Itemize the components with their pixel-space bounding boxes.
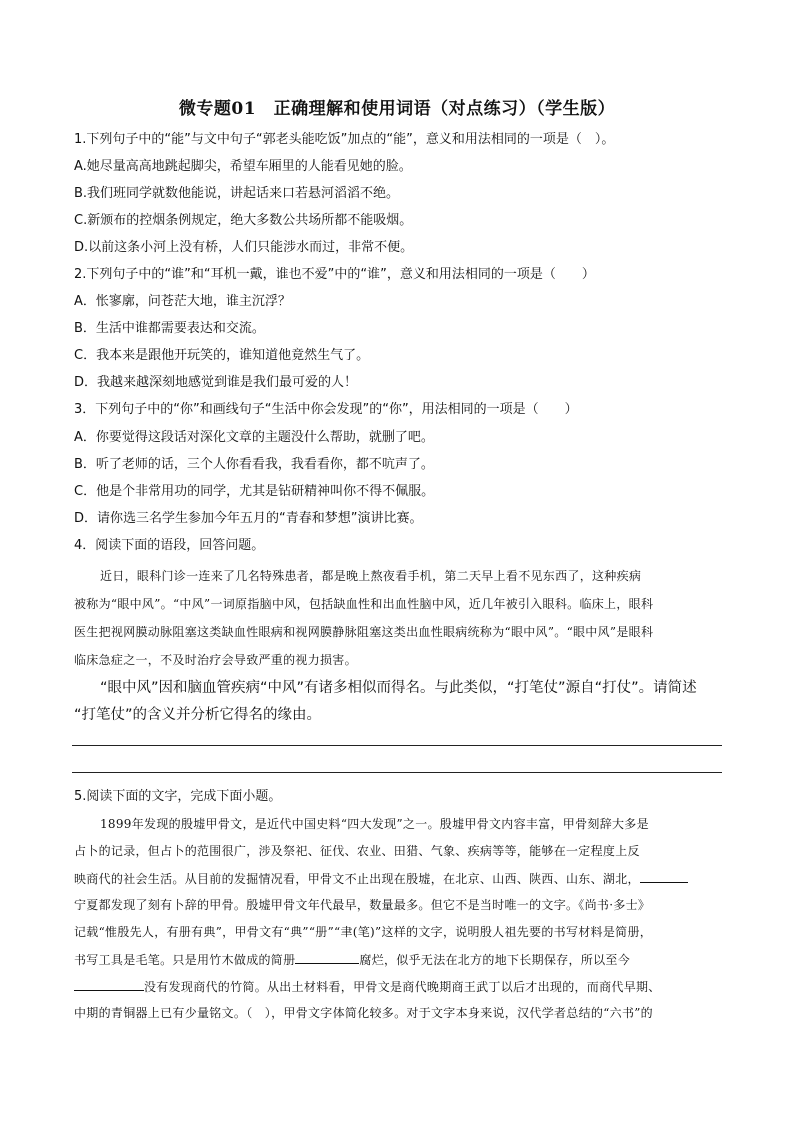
question-1-option-a: A.她尽量高高地跳起脚尖，希望车厢里的人能看见她的脸。 (74, 159, 412, 174)
passage-text: 书写工具是毛笔。只是用竹木做成的简册 (74, 953, 296, 967)
passage-line (74, 978, 661, 995)
question-4-prompt: “眼中风”因和脑血管疾病“中风”有诸多相似而得名。与此类似，“打笔仗”源自“打仗”。请简述 (100, 680, 697, 696)
question-1-option-d: D.以前这条小河上没有桥，人们只能涉水而过，非常不便。 (74, 240, 414, 255)
passage-line: 医生把视网膜动脉阻塞这类缺血性眼病和视网膜静脉阻塞这类出血性眼病统称为“眼中风”。“眼中风”是眼科 (74, 625, 654, 639)
question-2-stem: 2.下列句子中的“谁”和“耳机一戴，谁也不爱”中的“谁”，意义和用法相同的一项是（ ） (74, 267, 595, 282)
passage-line: 中期的青铜器上已有少量铭文。（ ），甲骨文字体简化较多。对于文字本身来说，汉代学者总结的“六书”的 (74, 1006, 653, 1020)
question-3-option-b: B．听了老师的话，三个人你看看我，我看看你，都不吭声了。 (74, 457, 434, 472)
passage-line: 被称为“眼中风”。“中风”一词原指脑中风，包括缺血性和出血性脑中风，近几年被引入眼科。临床上，眼科 (74, 597, 654, 611)
question-4-stem: 4．阅读下面的语段，回答问题。 (74, 538, 265, 553)
question-1-option-b: B.我们班同学就数他能说，讲起话来口若悬河滔滔不绝。 (74, 186, 400, 201)
question-5-stem: 5.阅读下面的文字，完成下面小题。 (74, 789, 282, 804)
question-2-option-b: B．生活中谁都需要表达和交流。 (74, 321, 265, 336)
question-2-option-d: D．我越来越深刻地感觉到谁是我们最可爱的人！ (74, 375, 358, 390)
question-3-stem: 3．下列句子中的“你”和画线句子“生活中你会发现”的“你”，用法相同的一项是（ ） (74, 402, 578, 417)
question-3-option-a: A．你要觉得这段话对深化文章的主题没什么帮助，就删了吧。 (74, 430, 434, 445)
answer-line[interactable] (72, 772, 722, 773)
answer-line[interactable] (72, 745, 722, 746)
passage-text: 腐烂，似乎无法在北方的地下长期保存，所以至今 (359, 953, 631, 967)
fill-blank[interactable] (295, 951, 359, 964)
passage-text: 没有发现商代的竹简。从出土材料看，甲骨文是商代晚期商王武丁以后才出现的，而商代早期、 (144, 980, 661, 994)
question-4-prompt: “打笔仗”的含义并分析它得名的缘由。 (74, 707, 322, 723)
passage-line: 记载“惟殷先人，有册有典”，甲骨文有“典”“册”“聿(笔)”这样的文字，说明殷人祖先要的书写材料是简册， (74, 925, 653, 939)
page-title: 微专题01 正确理解和使用词语（对点练习）（学生版） (178, 99, 616, 119)
question-2-option-c: C．我本来是跟他开玩笑的，谁知道他竟然生气了。 (74, 348, 370, 363)
passage-line (74, 951, 630, 968)
question-3-option-c: C．他是个非常用功的同学，尤其是钻研精神叫你不得不佩服。 (74, 484, 435, 499)
passage-text: 映商代的社会生活。从目前的发掘情况看，甲骨文不止出现在殷墟，在北京、山西、陕西、山东、湖北， (74, 872, 640, 886)
passage-line: 宁夏都发现了刻有卜辞的甲骨。殷墟甲骨文年代最早，数量最多。但它不是当时唯一的文字。《尚书·多士》 (74, 898, 651, 912)
passage-line: 近日，眼科门诊一连来了几名特殊患者，都是晚上熬夜看手机，第二天早上看不见东西了，这种疾病 (100, 569, 642, 583)
question-1-option-c: C.新颁布的控烟条例规定，绝大多数公共场所都不能吸烟。 (74, 213, 413, 228)
question-3-option-d: D．请你选三名学生参加今年五月的“青春和梦想”演讲比赛。 (74, 511, 423, 526)
question-2-option-a: A．怅寥廓，问苍茫大地，谁主沉浮？ (74, 294, 291, 309)
fill-blank[interactable] (640, 870, 688, 883)
fill-blank[interactable] (74, 978, 144, 991)
question-1-stem: 1.下列句子中的“能”与文中句子“郭老头能吃饭”加点的“能”，意义和用法相同的一项是（ ）。 (74, 132, 615, 147)
passage-line: 占卜的记录，但占卜的范围很广，涉及祭祀、征伐、农业、田猎、气象、疾病等等，能够在一定程度上反 (74, 844, 640, 858)
passage-line: 1899年发现的殷墟甲骨文，是近代中国史料“四大发现”之一。殷墟甲骨文内容丰富，甲骨刻辞大多是 (100, 817, 649, 831)
passage-line: 临床急症之一，不及时治疗会导致严重的视力损害。 (74, 653, 357, 667)
passage-line (74, 870, 688, 887)
